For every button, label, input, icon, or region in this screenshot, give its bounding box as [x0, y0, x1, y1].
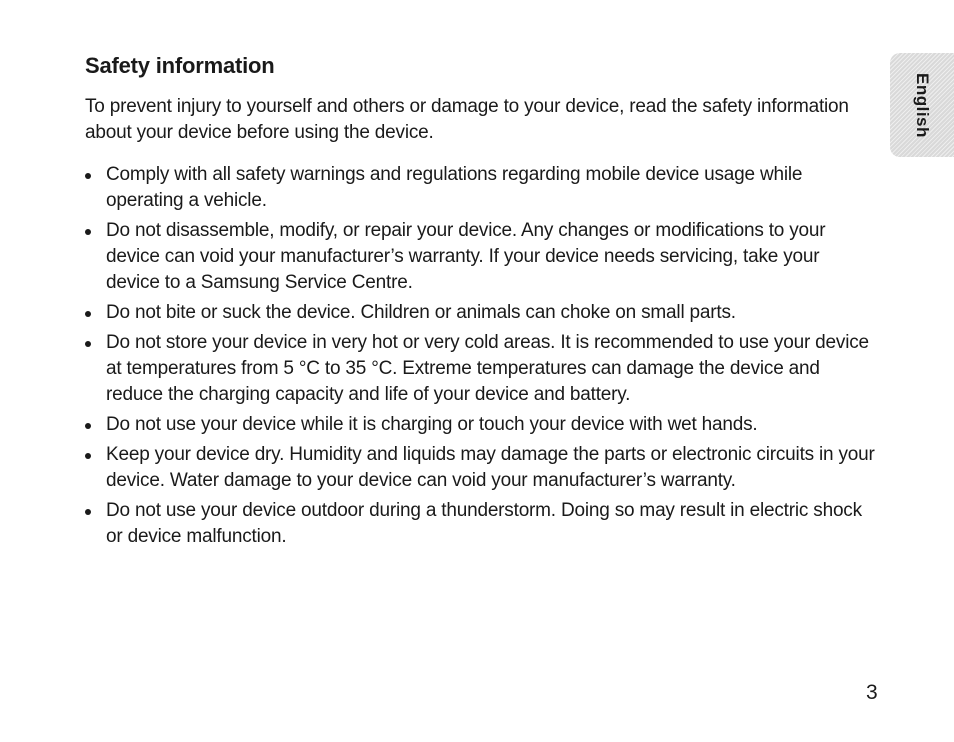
bullet-item [85, 330, 875, 408]
language-tab-label: English [913, 72, 932, 138]
bullet-item [85, 300, 875, 326]
bullet-item [85, 412, 875, 438]
page-number: 3 [866, 681, 878, 704]
bullet-dot-icon [85, 229, 91, 235]
bullet-text: Keep your device dry. Humidity and liquids may damage the parts or electronic circuits in your device. Water damage to your device can void your manufacturer’s warranty. [106, 444, 875, 491]
bullet-item [85, 442, 875, 494]
bullet-dot-icon [85, 509, 91, 515]
bullet-text: Do not disassemble, modify, or repair your device. Any changes or modifications to your device can void your manufacturer’s warranty. If your device needs servicing, take your device to a Samsung Service Centre. [106, 220, 826, 293]
bullet-text: Do not use your device outdoor during a thunderstorm. Doing so may result in electric shock or device malfunction. [106, 500, 862, 547]
bullet-item [85, 162, 875, 214]
safety-bullet-list [85, 162, 875, 550]
bullet-dot-icon [85, 311, 91, 317]
language-tab [890, 53, 954, 157]
bullet-text: Do not bite or suck the device. Children or animals can choke on small parts. [106, 302, 736, 323]
bullet-dot-icon [85, 173, 91, 179]
bullet-text: Comply with all safety warnings and regulations regarding mobile device usage while operating a vehicle. [106, 164, 803, 211]
intro-paragraph: To prevent injury to yourself and others or damage to your device, read the safety information about your device before using the device. [85, 96, 849, 143]
section-title: Safety information [85, 53, 275, 78]
bullet-item [85, 218, 875, 296]
page-content [85, 52, 875, 554]
bullet-text: Do not store your device in very hot or very cold areas. It is recommended to use your device at temperatures from 5 °C to 35 °C. Extreme temperatures can damage the device and reduce the charging capacity and life of your device and battery. [106, 332, 869, 405]
bullet-dot-icon [85, 423, 91, 429]
bullet-dot-icon [85, 341, 91, 347]
bullet-dot-icon [85, 453, 91, 459]
bullet-item [85, 498, 875, 550]
bullet-text: Do not use your device while it is charging or touch your device with wet hands. [106, 414, 758, 435]
